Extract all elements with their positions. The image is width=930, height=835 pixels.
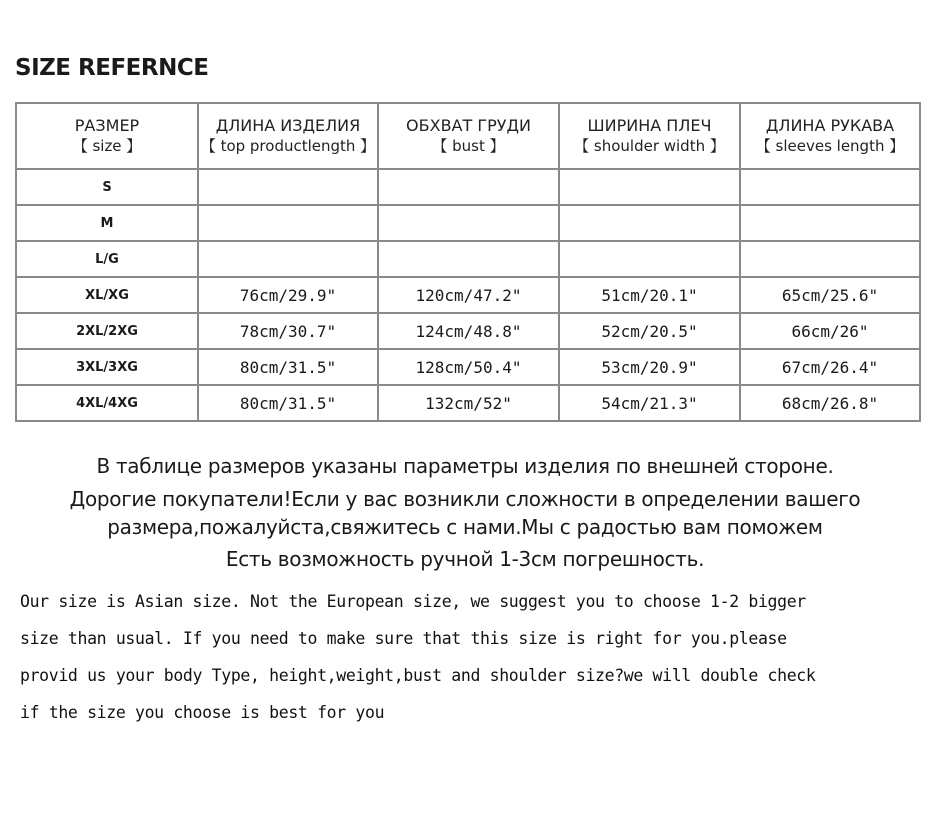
- table-cell: 54cm/21.3": [559, 385, 740, 421]
- table-cell: 76cm/29.9": [198, 277, 378, 313]
- table-cell: S: [16, 169, 198, 205]
- table-cell: 128cm/50.4": [378, 349, 559, 385]
- table-cell: 52cm/20.5": [559, 313, 740, 349]
- header-bust: ОБХВАТ ГРУДИ 【 bust 】: [378, 103, 559, 169]
- english-note-line: provid us your body Type, height,weight,bust and shoulder size?we will double check: [20, 666, 816, 685]
- table-cell: 124cm/48.8": [378, 313, 559, 349]
- russian-note-line: Дорогие покупатели!Если у вас возникли сложности в определении вашего: [69, 487, 861, 511]
- table-row: [16, 205, 920, 241]
- table-cell: 132cm/52": [378, 385, 559, 421]
- table-cell: 53cm/20.9": [559, 349, 740, 385]
- table-cell: L/G: [16, 241, 198, 277]
- header-size: РАЗМЕР 【 size 】: [16, 103, 198, 169]
- page-title: SIZE REFERNCE: [15, 55, 209, 81]
- table-row: [16, 277, 920, 313]
- table-cell: [198, 169, 378, 205]
- table-cell: [378, 205, 559, 241]
- russian-note-line: В таблице размеров указаны параметры изделия по внешней стороне.: [96, 454, 834, 478]
- table-cell: [198, 241, 378, 277]
- table-cell: 80cm/31.5": [198, 385, 378, 421]
- table-row: [16, 313, 920, 349]
- table-cell: [378, 241, 559, 277]
- english-note-line: size than usual. If you need to make sure that this size is right for you.please: [20, 629, 787, 648]
- header-length: ДЛИНА ИЗДЕЛИЯ 【 top productlength 】: [198, 103, 378, 169]
- table-cell: [740, 169, 920, 205]
- table-header-row: [16, 103, 920, 169]
- table-cell: [559, 205, 740, 241]
- table-row: [16, 169, 920, 205]
- header-shoulder: ШИРИНА ПЛЕЧ 【 shoulder width 】: [559, 103, 740, 169]
- table-cell: XL/XG: [16, 277, 198, 313]
- table-cell: 67cm/26.4": [740, 349, 920, 385]
- table-row: [16, 241, 920, 277]
- table-cell: 120cm/47.2": [378, 277, 559, 313]
- table-cell: 2XL/2XG: [16, 313, 198, 349]
- table-row: [16, 385, 920, 421]
- table-cell: 66cm/26": [740, 313, 920, 349]
- table-cell: 4XL/4XG: [16, 385, 198, 421]
- table-cell: [740, 205, 920, 241]
- russian-note-line: размера,пожалуйста,свяжитесь с нами.Мы с радостью вам поможем: [107, 515, 823, 539]
- table-cell: [740, 241, 920, 277]
- table-cell: 3XL/3XG: [16, 349, 198, 385]
- header-sleeve: ДЛИНА РУКАВА 【 sleeves length 】: [740, 103, 920, 169]
- table-cell: 51cm/20.1": [559, 277, 740, 313]
- table-cell: [198, 205, 378, 241]
- table-cell: 68cm/26.8": [740, 385, 920, 421]
- table-cell: 80cm/31.5": [198, 349, 378, 385]
- english-note-line: if the size you choose is best for you: [20, 703, 385, 722]
- english-note-line: Our size is Asian size. Not the European size, we suggest you to choose 1-2 bigger: [20, 592, 806, 611]
- table-cell: [559, 241, 740, 277]
- table-row: [16, 349, 920, 385]
- table-cell: M: [16, 205, 198, 241]
- table-cell: 65cm/25.6": [740, 277, 920, 313]
- table-cell: 78cm/30.7": [198, 313, 378, 349]
- russian-note-line: Есть возможность ручной 1-3см погрешность.: [225, 547, 705, 571]
- table-cell: [559, 169, 740, 205]
- size-table: [15, 102, 921, 422]
- table-cell: [378, 169, 559, 205]
